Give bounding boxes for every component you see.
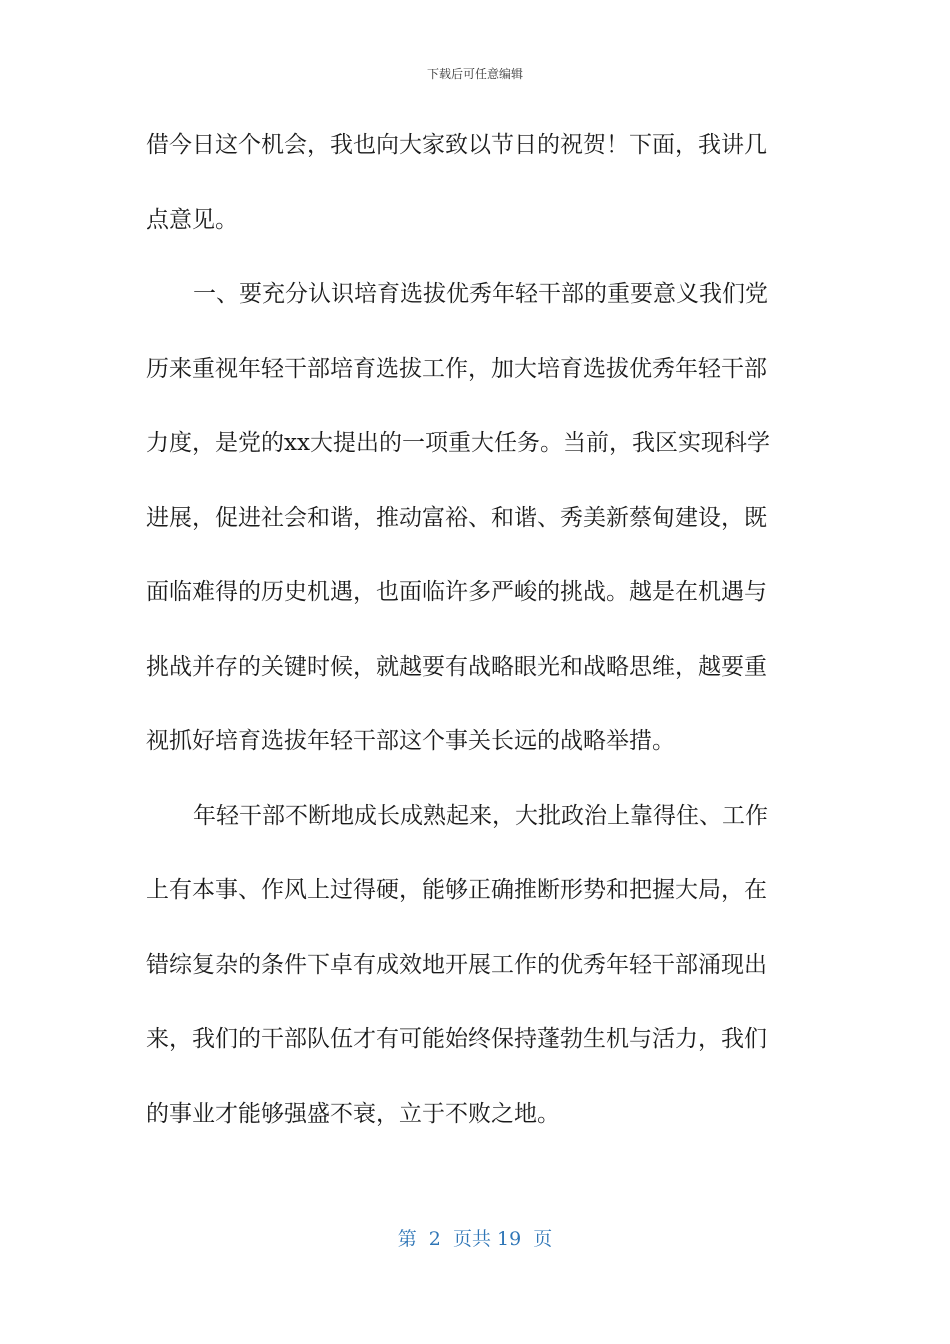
- text-line: 年轻干部不断地成长成熟起来，大批政治上靠得住、工作: [193, 802, 768, 829]
- text-line: 视抓好培育选拔年轻干部这个事关长远的战略举措。: [146, 728, 675, 754]
- text-line: 历来重视年轻干部培育选拔工作，加大培育选拔优秀年轻干部: [146, 355, 767, 382]
- text-line: 进展，促进社会和谐，推动富裕、和谐、秀美新蔡甸建设，既: [146, 504, 767, 531]
- text-line: 力度，是党的xx大提出的一项重大任务。当前，我区实现科学: [146, 430, 770, 456]
- text-line: 一、要充分认识培育选拔优秀年轻干部的重要意义我们党: [193, 281, 768, 307]
- text-line: 借今日这个机会，我也向大家致以节日的祝贺！下面，我讲几: [146, 132, 767, 158]
- text-line: 错综复杂的条件下卓有成效地开展工作的优秀年轻干部涌现出: [146, 951, 767, 978]
- text-line: 点意见。: [146, 206, 238, 233]
- text-line: 的事业才能够强盛不衰，立于不败之地。: [146, 1100, 560, 1127]
- text-line: 面临难得的历史机遇，也面临许多严峻的挑战。越是在机遇与: [146, 579, 767, 605]
- page-number: 第 2 页共 19 页: [397, 1228, 553, 1250]
- text-line: 挑战并存的关键时候，就越要有战略眼光和战略思维，越要重: [146, 653, 767, 680]
- page-header: 下载后可任意编辑: [426, 67, 523, 81]
- text-line: 上有本事、作风上过得硬，能够正确推断形势和把握大局，在: [146, 877, 767, 903]
- document-body: [146, 108, 806, 1151]
- text-line: 来，我们的干部队伍才有可能始终保持蓬勃生机与活力，我们: [146, 1026, 767, 1052]
